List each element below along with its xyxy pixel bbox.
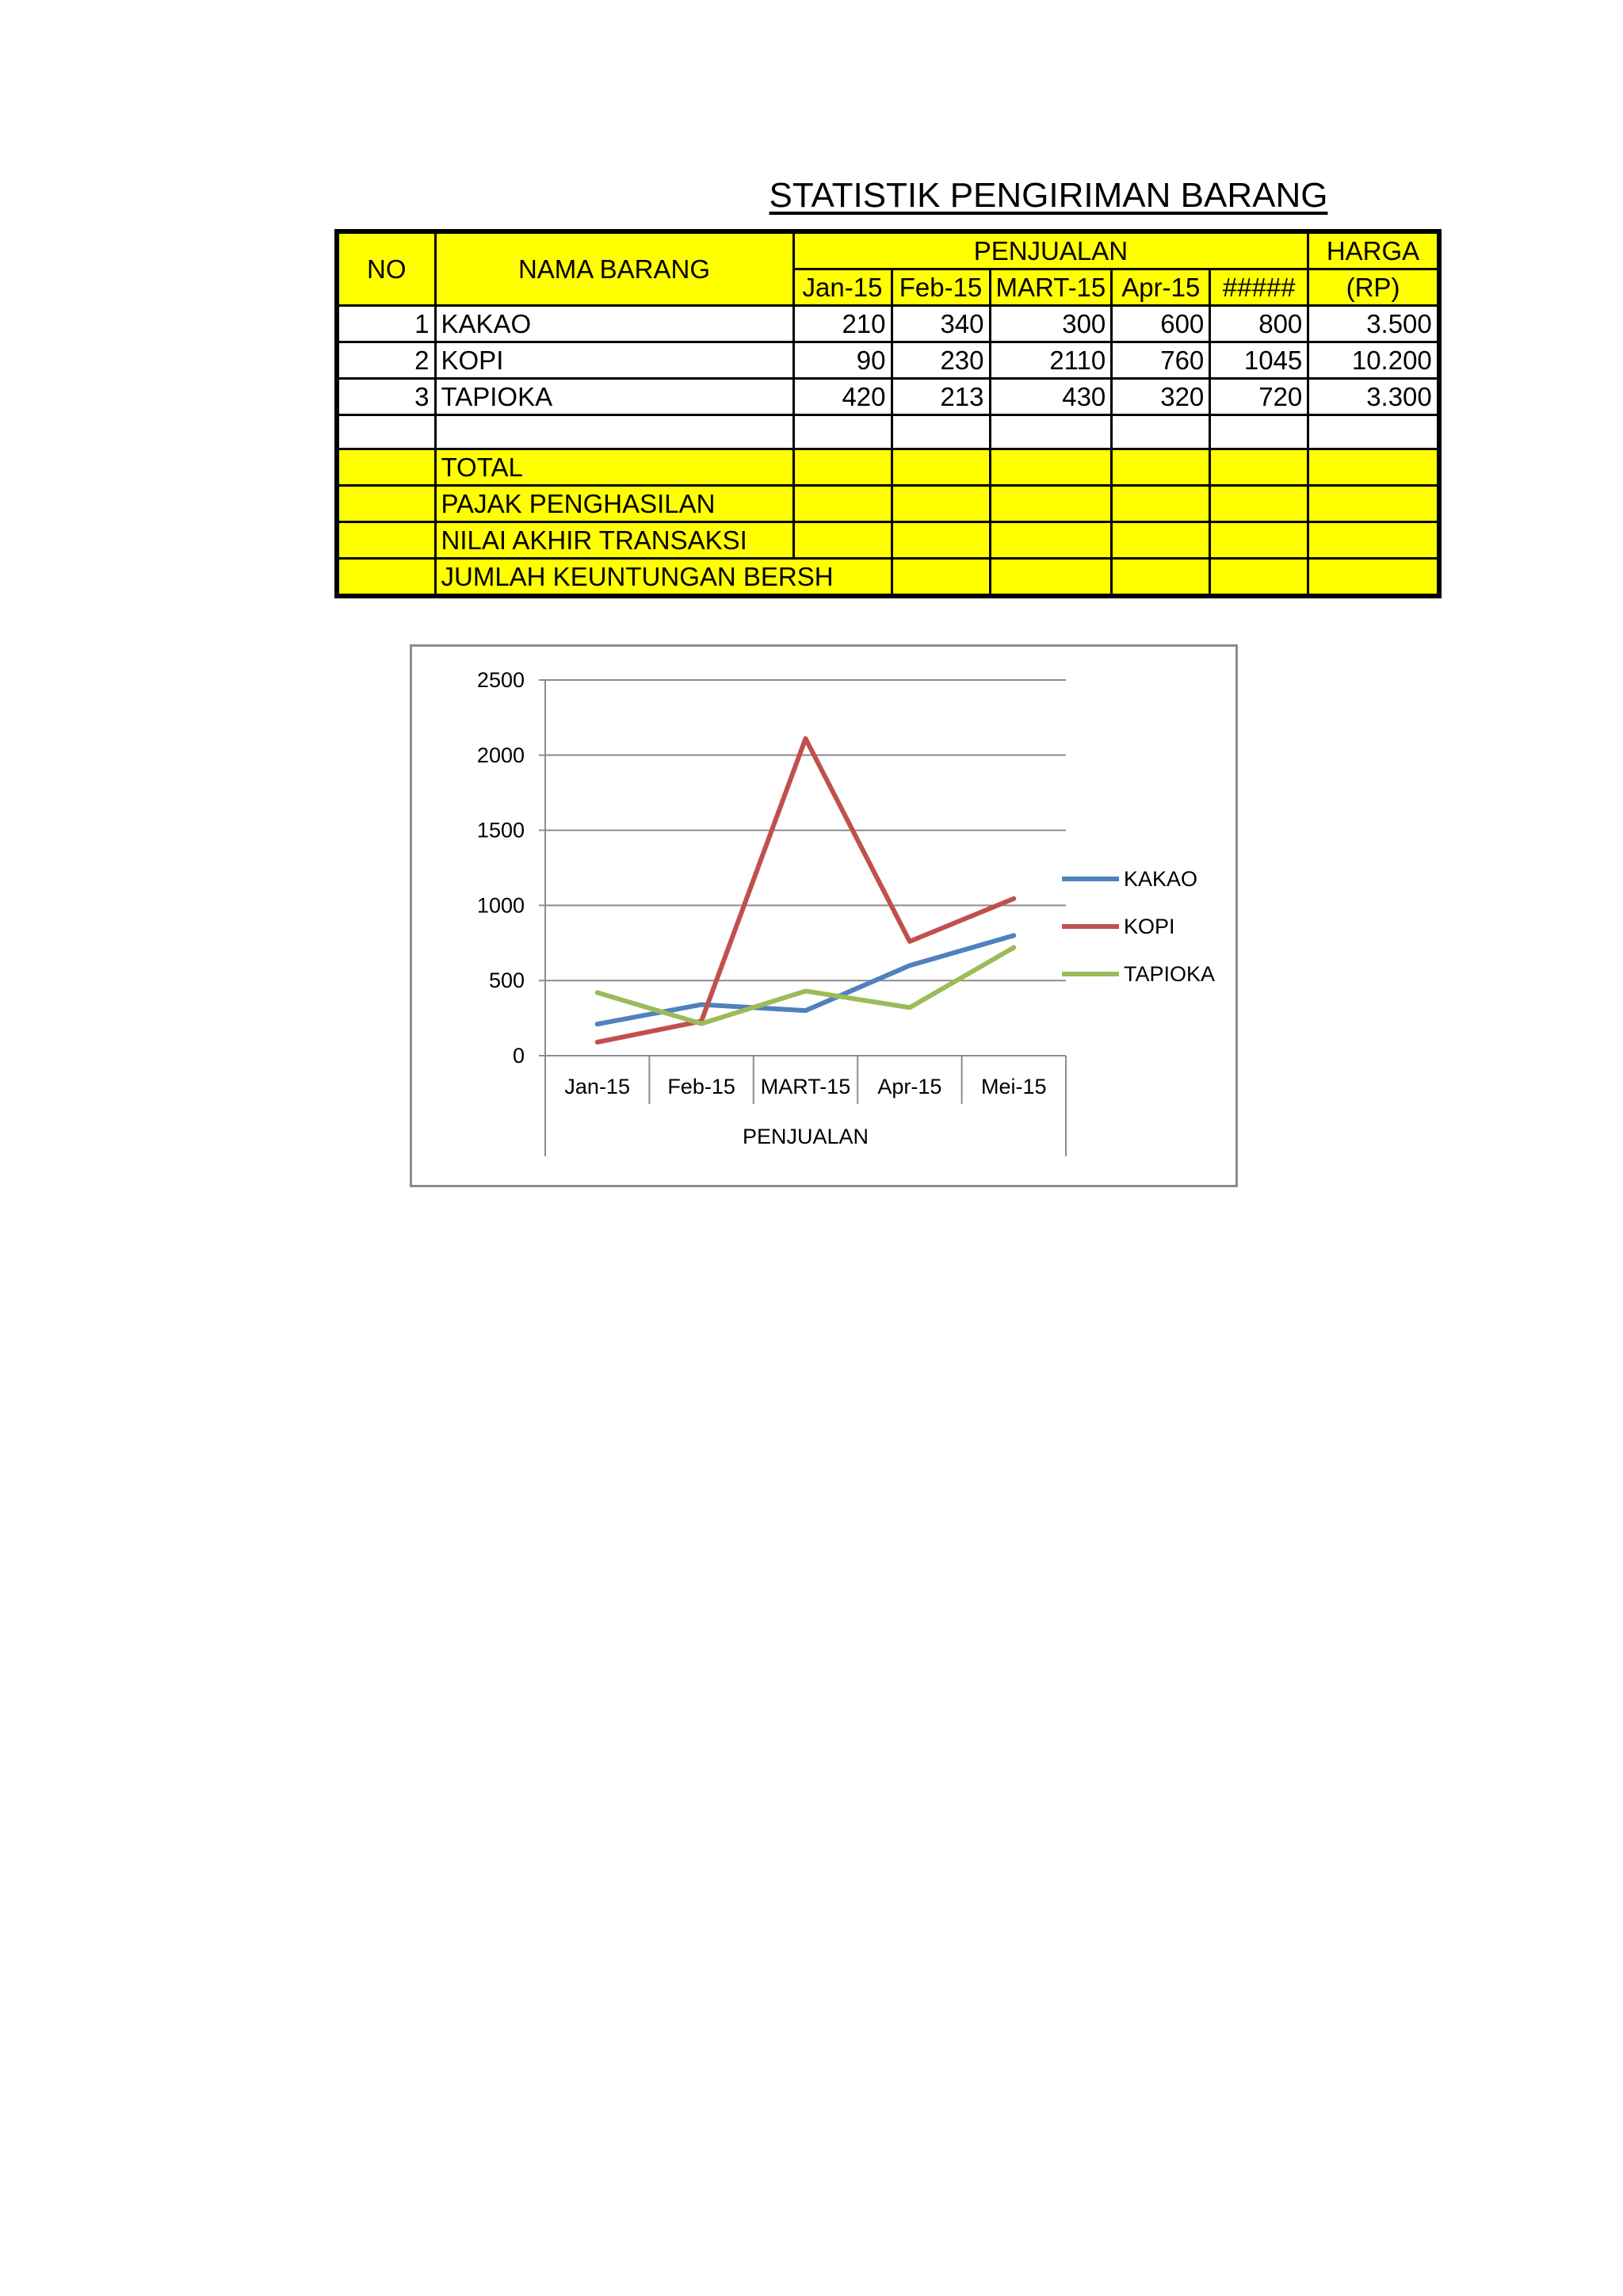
row-harga: 3.500 <box>1308 306 1439 342</box>
summary-label-total: TOTAL <box>435 449 793 486</box>
legend-item-kakao <box>1062 855 1215 903</box>
row-value: 230 <box>892 342 990 379</box>
legend-swatch-tapioka <box>1062 972 1119 976</box>
y-tick-label: 1000 <box>476 893 525 918</box>
empty-cell <box>435 415 793 449</box>
row-value: 420 <box>793 379 892 415</box>
header-harga-unit: (RP) <box>1308 269 1439 306</box>
sales-line-chart <box>410 644 1238 1187</box>
summary-row-keuntungan <box>337 559 1439 597</box>
table-row <box>337 342 1439 379</box>
header-month: Apr-15 <box>1112 269 1210 306</box>
row-value: 320 <box>1112 379 1210 415</box>
row-value: 90 <box>793 342 892 379</box>
legend-label-tapioka: TAPIOKA <box>1124 961 1216 986</box>
summary-label-keuntungan: JUMLAH KEUNTUNGAN BERSH <box>435 559 892 597</box>
sheet-title: STATISTIK PENGIRIMAN BARANG <box>769 176 1328 215</box>
row-no: 3 <box>337 379 435 415</box>
summary-empty-cell <box>337 449 435 486</box>
y-tick-label: 500 <box>488 968 525 993</box>
row-nama: KAKAO <box>435 306 793 342</box>
row-harga: 10.200 <box>1308 342 1439 379</box>
header-penjualan: PENJUALAN <box>793 231 1308 269</box>
summary-row-nilai <box>337 522 1439 559</box>
summary-label-nilai: NILAI AKHIR TRANSAKSI <box>435 522 793 559</box>
legend-label-kakao: KAKAO <box>1124 866 1198 891</box>
summary-cell <box>1210 559 1308 597</box>
summary-cell <box>793 486 892 522</box>
summary-cell <box>1112 559 1210 597</box>
summary-cell <box>793 522 892 559</box>
row-value: 2110 <box>990 342 1112 379</box>
empty-cell <box>1210 415 1308 449</box>
summary-cell <box>793 449 892 486</box>
summary-row-pajak <box>337 486 1439 522</box>
summary-cell <box>892 522 990 559</box>
summary-cell <box>1112 449 1210 486</box>
header-month: Feb-15 <box>892 269 990 306</box>
x-tick-label: Feb-15 <box>667 1075 735 1098</box>
x-tick-label: MART-15 <box>760 1075 851 1098</box>
summary-cell <box>892 486 990 522</box>
legend-label-kopi: KOPI <box>1124 914 1175 938</box>
header-month: ##### <box>1210 269 1308 306</box>
summary-row-total <box>337 449 1439 486</box>
x-tick-label: Apr-15 <box>877 1075 942 1098</box>
row-nama: KOPI <box>435 342 793 379</box>
row-value: 340 <box>892 306 990 342</box>
empty-cell <box>990 415 1112 449</box>
row-value: 1045 <box>1210 342 1308 379</box>
y-tick-label: 2500 <box>476 668 525 692</box>
summary-cell <box>990 522 1112 559</box>
row-value: 800 <box>1210 306 1308 342</box>
table-row <box>337 306 1439 342</box>
empty-cell <box>892 415 990 449</box>
summary-cell <box>1210 449 1308 486</box>
legend-item-tapioka <box>1062 950 1215 998</box>
summary-label-pajak: PAJAK PENGHASILAN <box>435 486 793 522</box>
x-axis-label: PENJUALAN <box>742 1125 869 1148</box>
header-month: Jan-15 <box>793 269 892 306</box>
summary-cell <box>990 486 1112 522</box>
summary-cell <box>1210 522 1308 559</box>
row-value: 760 <box>1112 342 1210 379</box>
legend-item-kopi <box>1062 903 1215 950</box>
empty-cell <box>1308 415 1439 449</box>
legend-swatch-kopi <box>1062 924 1119 929</box>
header-nama-barang: NAMA BARANG <box>435 231 793 306</box>
chart-legend <box>1062 855 1215 998</box>
row-value: 720 <box>1210 379 1308 415</box>
empty-cell <box>337 415 435 449</box>
shipment-table <box>334 229 1442 598</box>
row-no: 2 <box>337 342 435 379</box>
y-tick-label: 2000 <box>476 743 525 767</box>
summary-cell <box>892 559 990 597</box>
summary-cell <box>990 559 1112 597</box>
y-tick-label: 0 <box>512 1044 525 1068</box>
header-row-1 <box>337 231 1439 269</box>
row-value: 600 <box>1112 306 1210 342</box>
summary-cell <box>1308 559 1439 597</box>
summary-cell <box>1308 522 1439 559</box>
summary-cell <box>1210 486 1308 522</box>
row-value: 210 <box>793 306 892 342</box>
row-value: 430 <box>990 379 1112 415</box>
summary-cell <box>1308 449 1439 486</box>
summary-empty-cell <box>337 486 435 522</box>
row-value: 213 <box>892 379 990 415</box>
empty-row <box>337 415 1439 449</box>
x-tick-label: Jan-15 <box>564 1075 630 1098</box>
summary-cell <box>892 449 990 486</box>
summary-cell <box>1112 486 1210 522</box>
x-tick-label: Mei-15 <box>981 1075 1047 1098</box>
header-harga: HARGA <box>1308 231 1439 269</box>
legend-swatch-kakao <box>1062 877 1119 881</box>
summary-empty-cell <box>337 522 435 559</box>
summary-cell <box>1308 486 1439 522</box>
table-row <box>337 379 1439 415</box>
empty-cell <box>793 415 892 449</box>
empty-cell <box>1112 415 1210 449</box>
summary-cell <box>990 449 1112 486</box>
y-tick-label: 1500 <box>476 818 525 842</box>
header-no: NO <box>337 231 435 306</box>
row-harga: 3.300 <box>1308 379 1439 415</box>
row-nama: TAPIOKA <box>435 379 793 415</box>
series-line-kopi <box>598 739 1014 1042</box>
row-value: 300 <box>990 306 1112 342</box>
header-month: MART-15 <box>990 269 1112 306</box>
summary-empty-cell <box>337 559 435 597</box>
row-no: 1 <box>337 306 435 342</box>
summary-cell <box>1112 522 1210 559</box>
